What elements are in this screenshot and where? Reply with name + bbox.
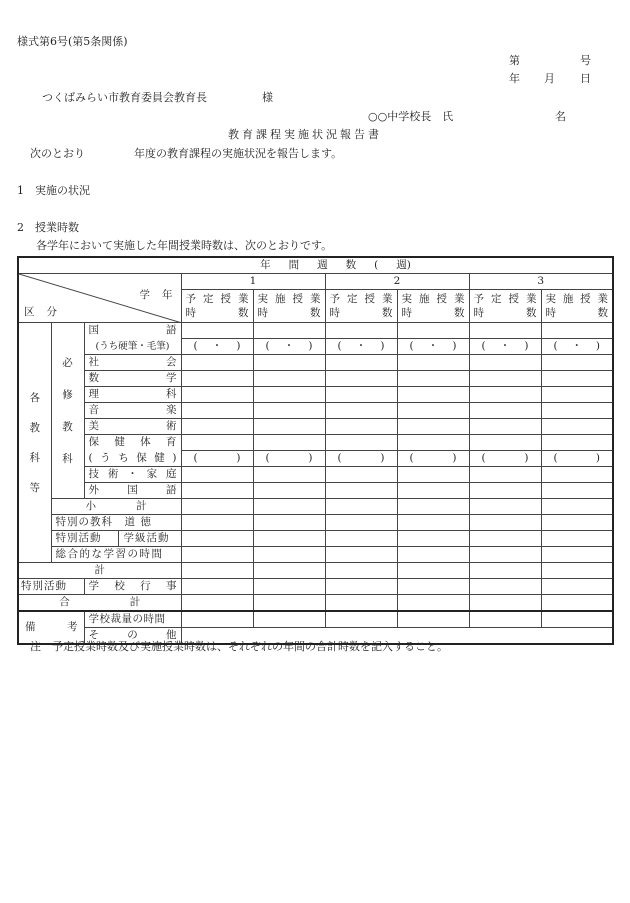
intro-body: 年度の教育課程の実施状況を報告します。	[134, 147, 343, 160]
row-discretionary	[18, 611, 613, 628]
input-cell[interactable]	[181, 403, 253, 419]
input-cell[interactable]	[541, 483, 613, 499]
input-cell[interactable]	[181, 611, 253, 628]
input-cell[interactable]	[541, 355, 613, 371]
input-cell[interactable]	[325, 323, 397, 339]
input-cell[interactable]	[541, 531, 613, 547]
input-cell[interactable]	[181, 483, 253, 499]
input-cell[interactable]	[325, 595, 397, 612]
planned-hours-header: 予 定 授 業 時 数	[325, 290, 397, 323]
input-cell[interactable]	[325, 499, 397, 515]
input-cell[interactable]	[397, 579, 469, 595]
input-cell[interactable]	[253, 579, 325, 595]
other-label: そ の 他	[84, 628, 181, 645]
corner-header	[18, 274, 181, 323]
input-cell[interactable]	[253, 371, 325, 387]
date-month: 月	[544, 72, 555, 85]
date-year: 年	[509, 72, 520, 85]
input-cell[interactable]	[541, 371, 613, 387]
row-school-events	[18, 579, 613, 595]
row-sugaku	[18, 371, 613, 387]
grade-2-header: 2	[325, 274, 469, 290]
input-cell[interactable]	[469, 467, 541, 483]
input-cell[interactable]	[541, 515, 613, 531]
subject-rika: 理 科	[84, 387, 181, 403]
sender-name-suffix: 名	[555, 110, 566, 123]
input-cell[interactable]	[469, 371, 541, 387]
input-cell[interactable]	[541, 579, 613, 595]
input-cell[interactable]	[397, 435, 469, 451]
input-cell[interactable]	[469, 579, 541, 595]
input-cell[interactable]	[253, 499, 325, 515]
moral-label: 特別の教科 道 徳	[51, 515, 181, 531]
input-cell[interactable]	[253, 515, 325, 531]
input-cell[interactable]	[325, 547, 397, 563]
addressee-honorific: 様	[262, 91, 273, 104]
grade-3-header: 3	[469, 274, 613, 290]
input-cell-paren[interactable]: ( ・ )	[397, 339, 469, 355]
class-activity-label: 学級活動	[123, 532, 170, 544]
row-class-activity	[18, 531, 613, 547]
input-cell[interactable]	[325, 371, 397, 387]
input-cell[interactable]	[397, 531, 469, 547]
input-cell[interactable]	[469, 515, 541, 531]
input-cell[interactable]	[325, 467, 397, 483]
grade-row	[18, 274, 613, 290]
input-cell[interactable]	[181, 371, 253, 387]
input-cell[interactable]	[325, 355, 397, 371]
total-label: 計	[18, 563, 181, 579]
subtotal-label: 小 計	[51, 499, 181, 515]
input-cell[interactable]	[325, 435, 397, 451]
input-cell[interactable]	[181, 515, 253, 531]
input-cell[interactable]	[397, 499, 469, 515]
subject-shakai: 社 会	[84, 355, 181, 371]
input-cell[interactable]	[541, 563, 613, 579]
input-cell[interactable]	[397, 387, 469, 403]
actual-hours-header: 実 施 授 業 時 数	[397, 290, 469, 323]
input-cell[interactable]	[397, 355, 469, 371]
subject-hoken-taiiku: 保 健 体 育	[84, 435, 181, 451]
input-cell-paren[interactable]: ( ・ )	[469, 339, 541, 355]
row-integrated-study	[18, 547, 613, 563]
input-cell[interactable]	[253, 547, 325, 563]
integrated-study-label: 総合的な学習の時間	[51, 547, 181, 563]
row-subtotal	[18, 499, 613, 515]
input-cell[interactable]	[181, 531, 253, 547]
subject-gaikokugo: 外 国 語	[84, 483, 181, 499]
input-cell-paren[interactable]: ( )	[397, 451, 469, 467]
section-2-description: 各学年において実施した年間授業時数は、次のとおりです。	[36, 239, 333, 252]
input-cell[interactable]	[325, 563, 397, 579]
input-cell[interactable]	[541, 435, 613, 451]
input-cell[interactable]	[541, 419, 613, 435]
addressee: つくばみらい市教育委員会教育長	[42, 91, 207, 104]
row-gijutsu-katei	[18, 467, 613, 483]
row-total	[18, 563, 613, 579]
input-cell[interactable]	[325, 579, 397, 595]
input-cell[interactable]	[325, 419, 397, 435]
input-cell[interactable]	[541, 611, 613, 628]
input-cell[interactable]	[181, 419, 253, 435]
input-cell-paren[interactable]: ( ・ )	[253, 339, 325, 355]
input-cell[interactable]	[541, 547, 613, 563]
input-cell[interactable]	[469, 419, 541, 435]
footnote: 注 予定授業時数及び実施授業時数は、それぞれの年間の合計時数を記入すること。	[30, 640, 448, 653]
planned-hours-header: 予 定 授 業 時 数	[469, 290, 541, 323]
input-cell[interactable]	[469, 499, 541, 515]
intro-prefix: 次のとおり	[30, 147, 85, 160]
input-cell[interactable]	[541, 467, 613, 483]
input-cell[interactable]	[397, 547, 469, 563]
input-cell[interactable]	[325, 403, 397, 419]
row-rika	[18, 387, 613, 403]
form-number: 様式第6号(第5条関係)	[17, 35, 128, 48]
input-cell-paren[interactable]: ( )	[541, 451, 613, 467]
input-cell-paren[interactable]: ( )	[469, 451, 541, 467]
subject-bijutsu: 美 術	[84, 419, 181, 435]
section-2-heading: 2 授業時数	[17, 221, 79, 234]
input-cell-paren[interactable]: ( )	[181, 451, 253, 467]
input-cell[interactable]	[325, 531, 397, 547]
input-cell[interactable]	[253, 419, 325, 435]
input-cell[interactable]	[469, 531, 541, 547]
planned-hours-header: 予 定 授 業 時 数	[181, 290, 253, 323]
row-kokugo	[18, 323, 613, 339]
input-cell[interactable]	[397, 483, 469, 499]
school-events-label: 学 校 行 事	[84, 579, 181, 595]
subject-sugaku: 数 学	[84, 371, 181, 387]
row-hoken	[18, 451, 613, 467]
doc-number-prefix: 第	[509, 54, 520, 67]
input-cell[interactable]	[253, 595, 325, 612]
input-cell[interactable]	[469, 387, 541, 403]
row-moral	[18, 515, 613, 531]
row-hoken-taiiku	[18, 435, 613, 451]
subject-hoken: ( う ち 保 健 )	[84, 451, 181, 467]
input-cell[interactable]	[253, 355, 325, 371]
row-gaikokugo	[18, 483, 613, 499]
input-cell[interactable]	[397, 595, 469, 612]
input-cell[interactable]	[181, 435, 253, 451]
special-activity-label: 特別活動	[52, 531, 119, 546]
input-cell[interactable]	[253, 323, 325, 339]
group-required-subjects: 必 修 教 科	[51, 323, 84, 499]
input-cell[interactable]	[397, 515, 469, 531]
row-kokugo-calligraphy	[18, 339, 613, 355]
input-cell[interactable]	[469, 547, 541, 563]
remarks-label: 備 考	[18, 611, 84, 644]
subject-gijutsu-katei: 技 術 ・ 家 庭	[84, 467, 181, 483]
grade-1-header: 1	[181, 274, 325, 290]
input-cell[interactable]	[541, 403, 613, 419]
input-cell[interactable]	[181, 467, 253, 483]
special-class-activity-label	[51, 531, 181, 547]
input-cell[interactable]	[541, 323, 613, 339]
input-cell[interactable]	[469, 435, 541, 451]
input-cell[interactable]	[181, 595, 253, 612]
input-cell[interactable]	[397, 371, 469, 387]
input-cell[interactable]	[325, 483, 397, 499]
document-title: 教育課程実施状況報告書	[228, 128, 382, 141]
input-cell[interactable]	[397, 403, 469, 419]
input-cell-paren[interactable]: ( )	[253, 451, 325, 467]
input-cell[interactable]	[469, 611, 541, 628]
input-cell[interactable]	[181, 499, 253, 515]
row-ongaku	[18, 403, 613, 419]
input-cell[interactable]	[325, 611, 397, 628]
input-cell[interactable]	[397, 323, 469, 339]
input-cell[interactable]	[541, 595, 613, 612]
weeks-row	[18, 257, 613, 274]
weeks-title: 年 間 週 数 ( 週)	[18, 257, 613, 274]
input-cell[interactable]	[181, 547, 253, 563]
subject-kokugo-calligraphy: (うち硬筆・毛筆)	[84, 339, 181, 355]
input-cell[interactable]	[469, 483, 541, 499]
input-cell[interactable]	[541, 499, 613, 515]
discretionary-label: 学校裁量の時間	[84, 611, 181, 628]
input-cell[interactable]	[253, 387, 325, 403]
input-cell[interactable]	[253, 483, 325, 499]
input-cell[interactable]	[181, 563, 253, 579]
input-cell[interactable]	[397, 611, 469, 628]
input-cell[interactable]	[469, 595, 541, 612]
input-cell[interactable]	[181, 387, 253, 403]
actual-hours-header: 実 施 授 業 時 数	[541, 290, 613, 323]
input-cell[interactable]	[541, 387, 613, 403]
input-cell[interactable]	[181, 323, 253, 339]
sender: ○○中学校長 氏	[368, 110, 454, 123]
input-cell[interactable]	[469, 323, 541, 339]
input-cell[interactable]	[181, 355, 253, 371]
subject-kokugo: 国 語	[84, 323, 181, 339]
actual-hours-header: 実 施 授 業 時 数	[253, 290, 325, 323]
input-cell-paren[interactable]: ( ・ )	[325, 339, 397, 355]
subject-ongaku: 音 楽	[84, 403, 181, 419]
group-all-subjects: 各 教 科 等	[18, 323, 51, 563]
input-cell[interactable]	[469, 563, 541, 579]
special-activity-label-2: 特別活動	[18, 579, 84, 595]
input-cell[interactable]	[253, 611, 325, 628]
date-day: 日	[580, 72, 591, 85]
input-cell[interactable]	[325, 387, 397, 403]
input-cell[interactable]	[253, 563, 325, 579]
input-cell[interactable]	[181, 579, 253, 595]
input-cell[interactable]	[397, 419, 469, 435]
grand-total-label: 合 計	[18, 595, 181, 612]
input-cell[interactable]	[397, 563, 469, 579]
input-cell[interactable]	[253, 467, 325, 483]
input-cell-paren[interactable]: ( )	[325, 451, 397, 467]
section-1-heading: 1 実施の状況	[17, 184, 90, 197]
row-grand-total	[18, 595, 613, 612]
input-cell[interactable]	[253, 531, 325, 547]
corner-grade-label: 学 年	[139, 289, 173, 301]
input-cell-paren[interactable]: ( ・ )	[541, 339, 613, 355]
row-shakai	[18, 355, 613, 371]
row-bijutsu	[18, 419, 613, 435]
input-cell[interactable]	[397, 467, 469, 483]
input-cell[interactable]	[469, 403, 541, 419]
doc-number-suffix: 号	[580, 54, 591, 67]
input-cell[interactable]	[469, 355, 541, 371]
input-cell[interactable]	[253, 435, 325, 451]
input-cell[interactable]	[253, 403, 325, 419]
input-cell-paren[interactable]: ( ・ )	[181, 339, 253, 355]
corner-category-label: 区 分	[24, 306, 57, 318]
input-cell[interactable]	[325, 515, 397, 531]
class-hours-table	[17, 256, 614, 645]
